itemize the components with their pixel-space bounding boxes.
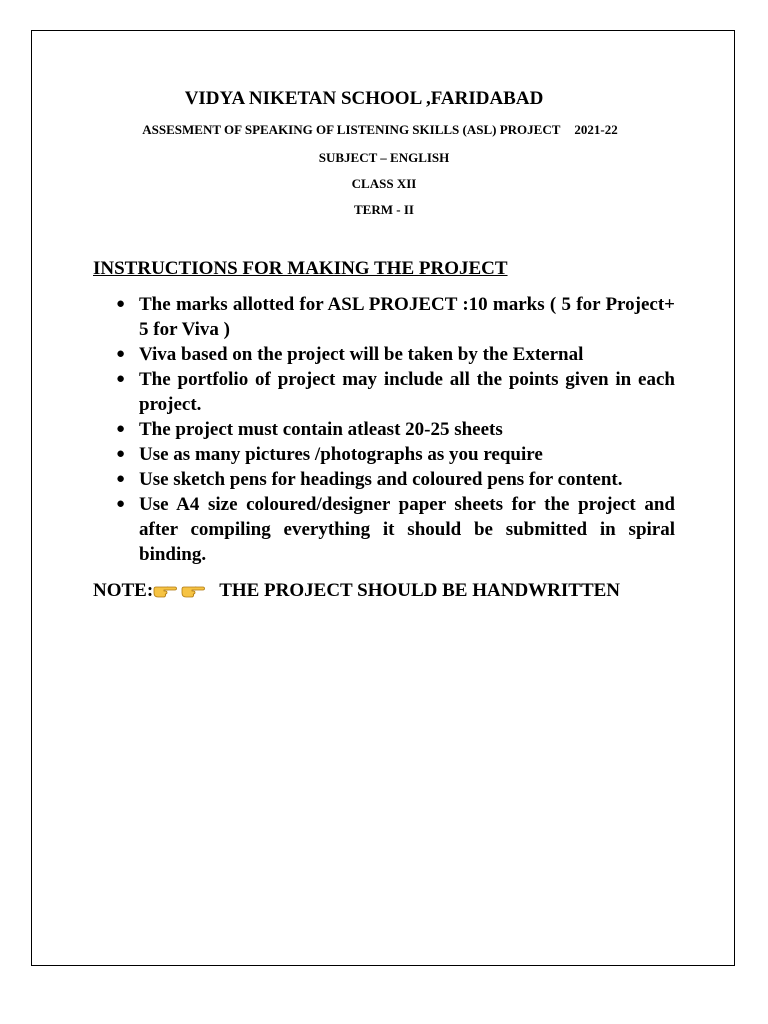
note-label: NOTE: [93, 580, 154, 601]
instruction-text: Use as many pictures /photographs as you require [139, 444, 543, 465]
asl-title-line [0, 122, 760, 138]
instruction-text: The project must contain atleast 20-25 sheets [139, 419, 503, 440]
note-text: THE PROJECT SHOULD BE HANDWRITTEN [219, 580, 621, 601]
instruction-item [116, 492, 675, 567]
asl-year: 2021-22 [574, 122, 618, 137]
asl-title: ASSESMENT OF SPEAKING OF LISTENING SKILLS (ASL) PROJECT [142, 122, 561, 137]
subject-line: SUBJECT – ENGLISH [318, 150, 450, 165]
bullet-icon: ● [116, 421, 126, 437]
instruction-text: The marks allotted for ASL PROJECT :10 marks ( 5 for Project+ 5 for Viva ) [139, 294, 675, 340]
bullet-icon: ● [116, 371, 126, 387]
bullet-icon: ● [116, 446, 126, 462]
class-line: CLASS XII [351, 176, 417, 191]
bullet-icon: ● [116, 496, 126, 512]
bullet-icon: ● [116, 471, 126, 487]
instruction-item [116, 417, 675, 442]
instructions-list [116, 292, 675, 567]
instruction-item [116, 342, 675, 367]
instruction-text: Viva based on the project will be taken by the External [139, 344, 584, 365]
pointing-hand-icon [153, 582, 177, 600]
school-name: VIDYA NIKETAN SCHOOL ,FARIDABAD [184, 88, 544, 109]
instruction-text: Use A4 size coloured/designer paper sheets for the project and after compiling everything it should be submitted in spiral binding. [139, 494, 675, 565]
term-line: TERM - II [354, 202, 414, 217]
instruction-text: The portfolio of project may include all the points given in each project. [139, 369, 675, 415]
instruction-item [116, 367, 675, 417]
instruction-item [116, 442, 675, 467]
instructions-heading: INSTRUCTIONS FOR MAKING THE PROJECT [93, 258, 508, 279]
instruction-item [116, 292, 675, 342]
bullet-icon: ● [116, 346, 126, 362]
note-line [93, 580, 620, 602]
bullet-icon: ● [116, 296, 126, 312]
instruction-text: Use sketch pens for headings and coloured pens for content. [139, 469, 623, 490]
pointing-hand-icon [181, 582, 205, 600]
instruction-item [116, 467, 675, 492]
